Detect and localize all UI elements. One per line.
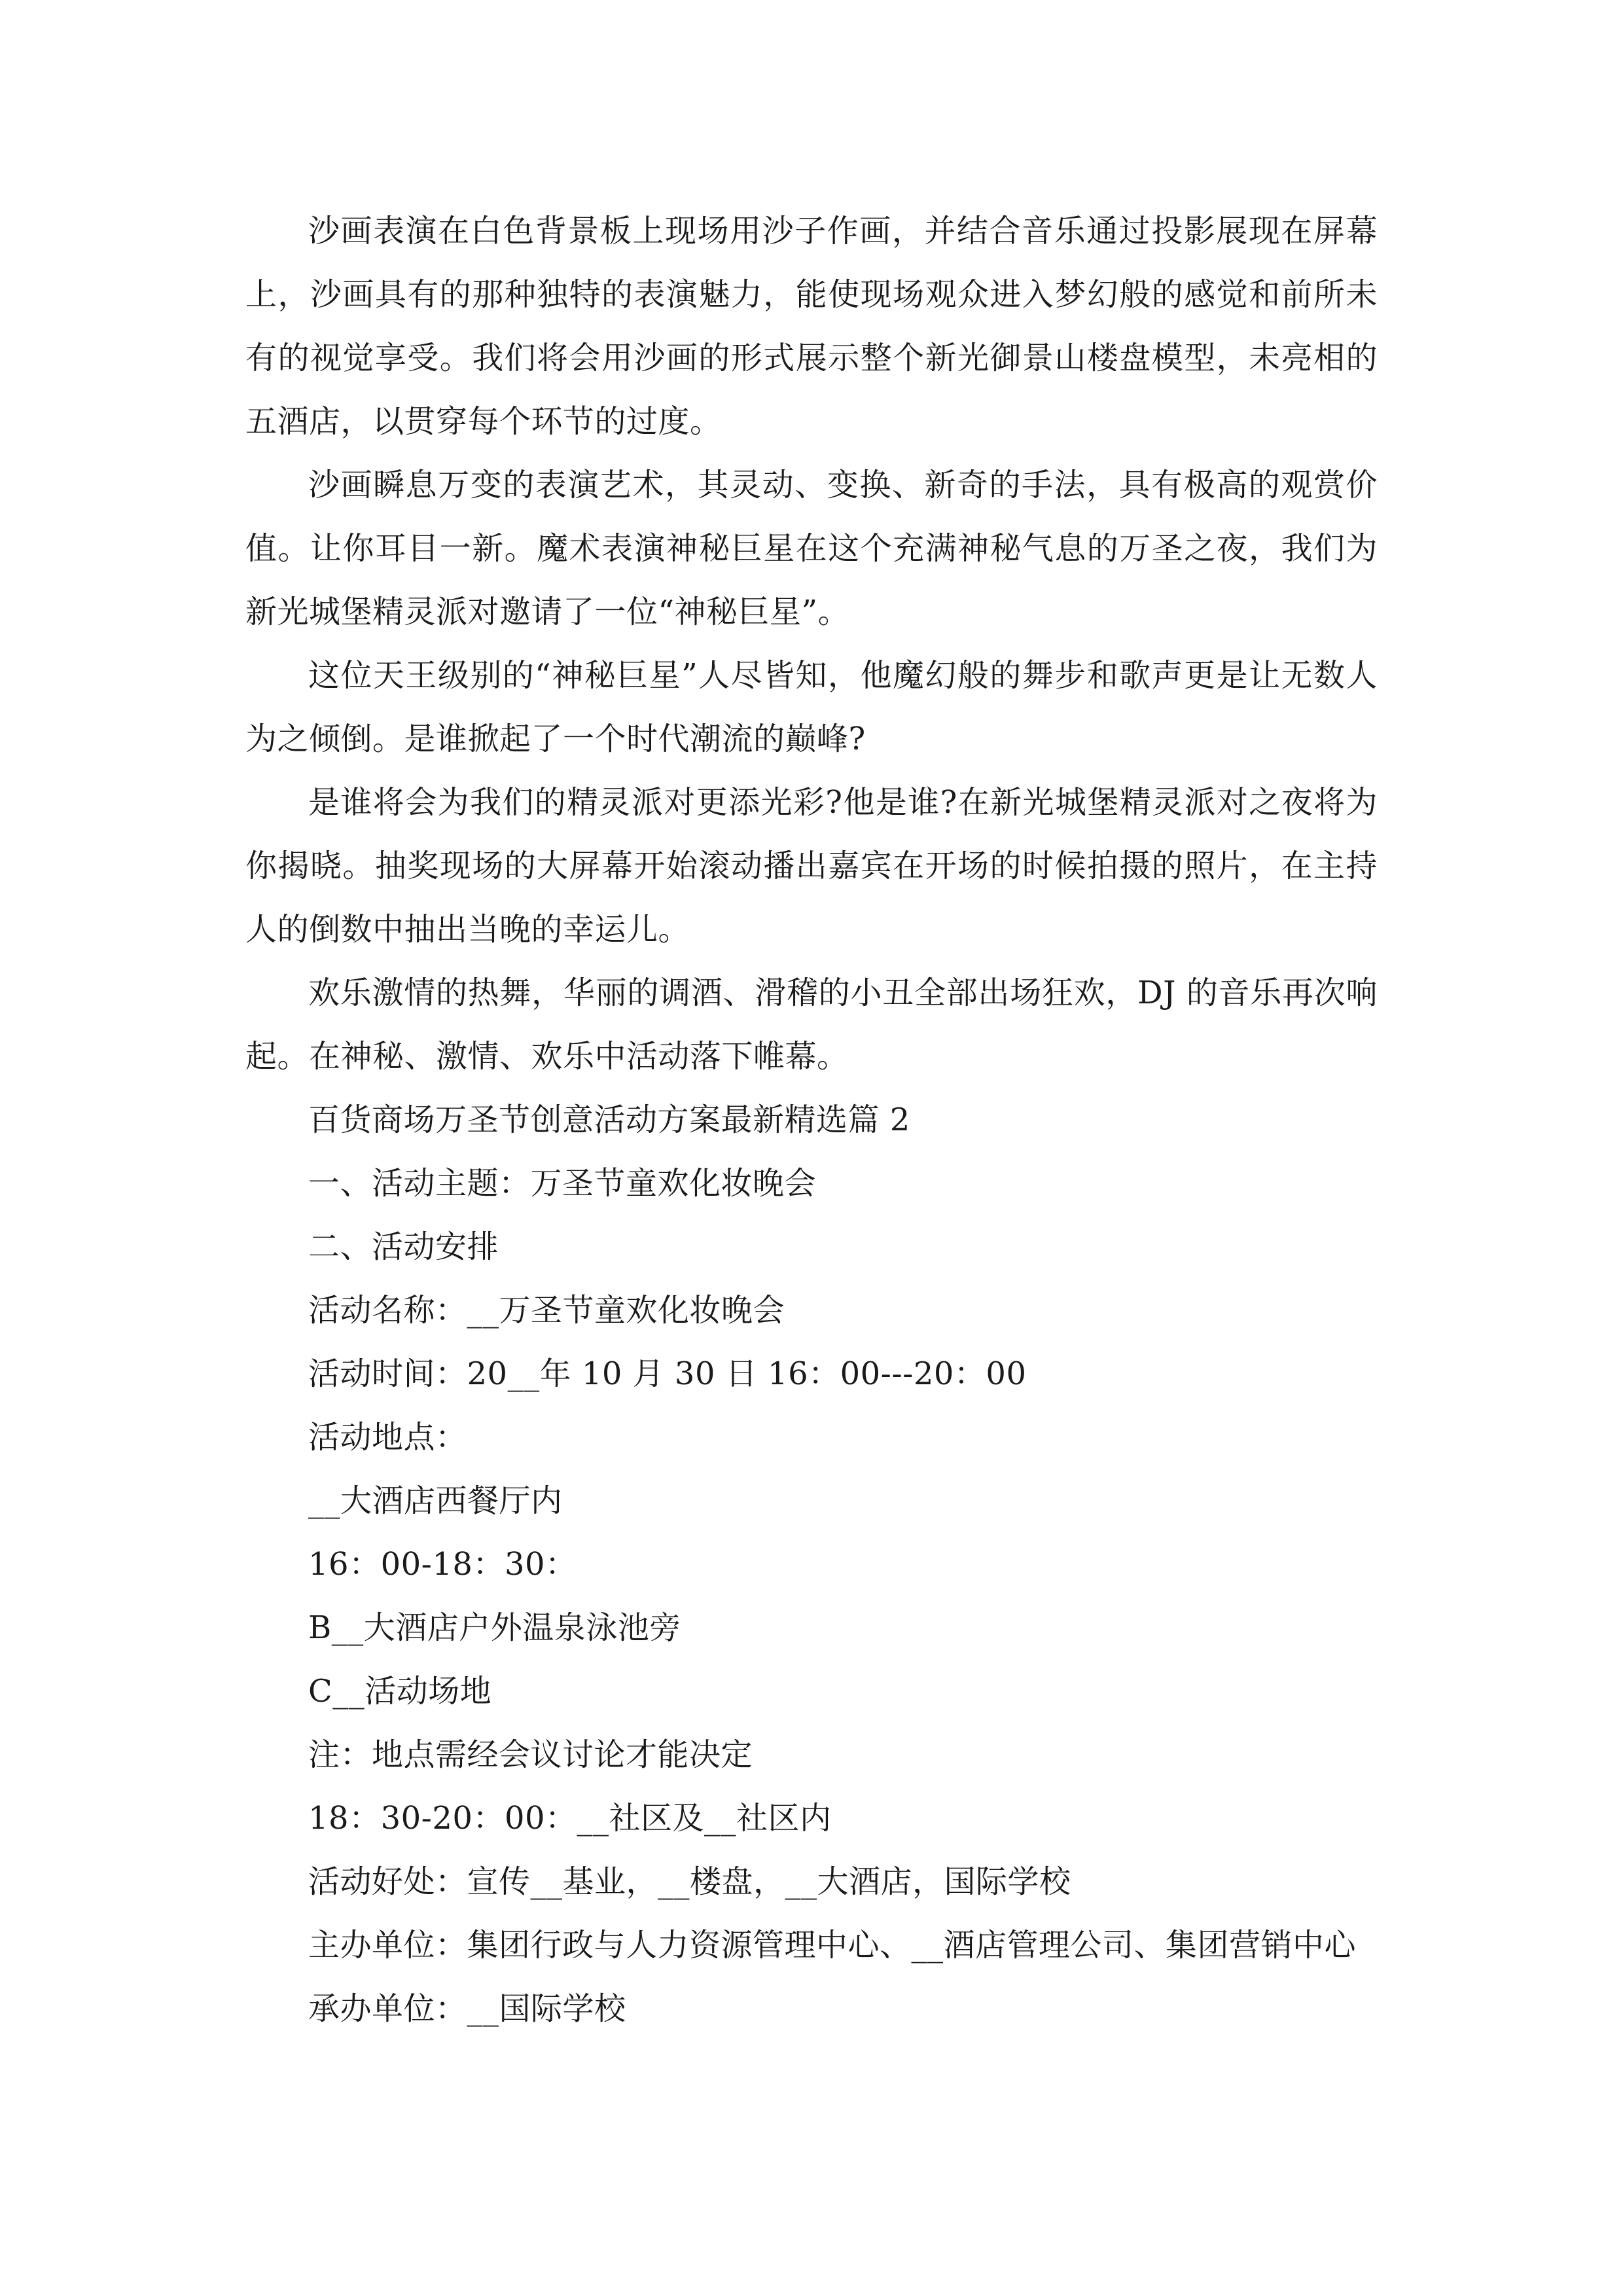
paragraph-sand-art-value: 沙画瞬息万变的表演艺术，其灵动、变换、新奇的手法，具有极高的观赏价值。让你耳目一新。魔术表演神秘巨星在这个充满神秘气息的万圣之夜，我们为新光城堡精灵派对邀请了一位“神秘巨星”。 [245, 467, 1378, 630]
activity-name: 活动名称：__万圣节童欢化妆晚会 [308, 1292, 785, 1329]
time-slot-2: 18：30-20：00：__社区及__社区内 [308, 1800, 832, 1837]
co-organizer: 承办单位：__国际学校 [308, 1990, 626, 2027]
location-pool: B__大酒店户外温泉泳池旁 [308, 1609, 681, 1646]
organizer: 主办单位：集团行政与人力资源管理中心、__酒店管理公司、集团营销中心 [308, 1927, 1357, 1964]
time-slot-1: 16：00-18：30： [308, 1546, 577, 1583]
activity-time: 活动时间：20__年 10 月 30 日 16：00---20：00 [308, 1355, 1027, 1392]
document-body [245, 200, 1378, 2041]
paragraph-lottery: 是谁将会为我们的精灵派对更添光彩?他是谁?在新光城堡精灵派对之夜将为你揭晓。抽奖现场的大屏幕开始滚动播出嘉宾在开场的时候拍摄的照片，在主持人的倒数中抽出当晚的幸运儿。 [245, 784, 1378, 948]
location-activity-venue: C__活动场地 [308, 1673, 492, 1710]
location-western-restaurant: __大酒店西餐厅内 [308, 1482, 563, 1519]
activity-benefits: 活动好处：宣传__基业，__楼盘，__大酒店，国际学校 [308, 1863, 1071, 1900]
activity-theme: 一、活动主题：万圣节童欢化妆晚会 [308, 1165, 817, 1202]
paragraph-sand-painting: 沙画表演在白色背景板上现场用沙子作画，并结合音乐通过投影展现在屏幕上，沙画具有的那种独特的表演魅力，能使现场观众进入梦幻般的感觉和前所未有的视觉享受。我们将会用沙画的形式展示整个新光御景山楼盘模型，未亮相的五酒店，以贯穿每个环节的过度。 [245, 213, 1378, 440]
location-note: 注：地点需经会议讨论才能决定 [308, 1736, 753, 1773]
paragraph-finale: 欢乐激情的热舞，华丽的调酒、滑稽的小丑全部出场狂欢，DJ 的音乐再次响起。在神秘、激情、欢乐中活动落下帷幕。 [245, 975, 1378, 1075]
activity-location-label: 活动地点： [308, 1419, 467, 1456]
section-heading: 百货商场万圣节创意活动方案最新精选篇 2 [308, 1102, 910, 1138]
activity-arrangement-heading: 二、活动安排 [308, 1229, 499, 1265]
paragraph-mystery-star: 这位天王级别的“神秘巨星”人尽皆知，他魔幻般的舞步和歌声更是让无数人为之倾倒。是谁掀起了一个时代潮流的巅峰? [245, 657, 1378, 757]
